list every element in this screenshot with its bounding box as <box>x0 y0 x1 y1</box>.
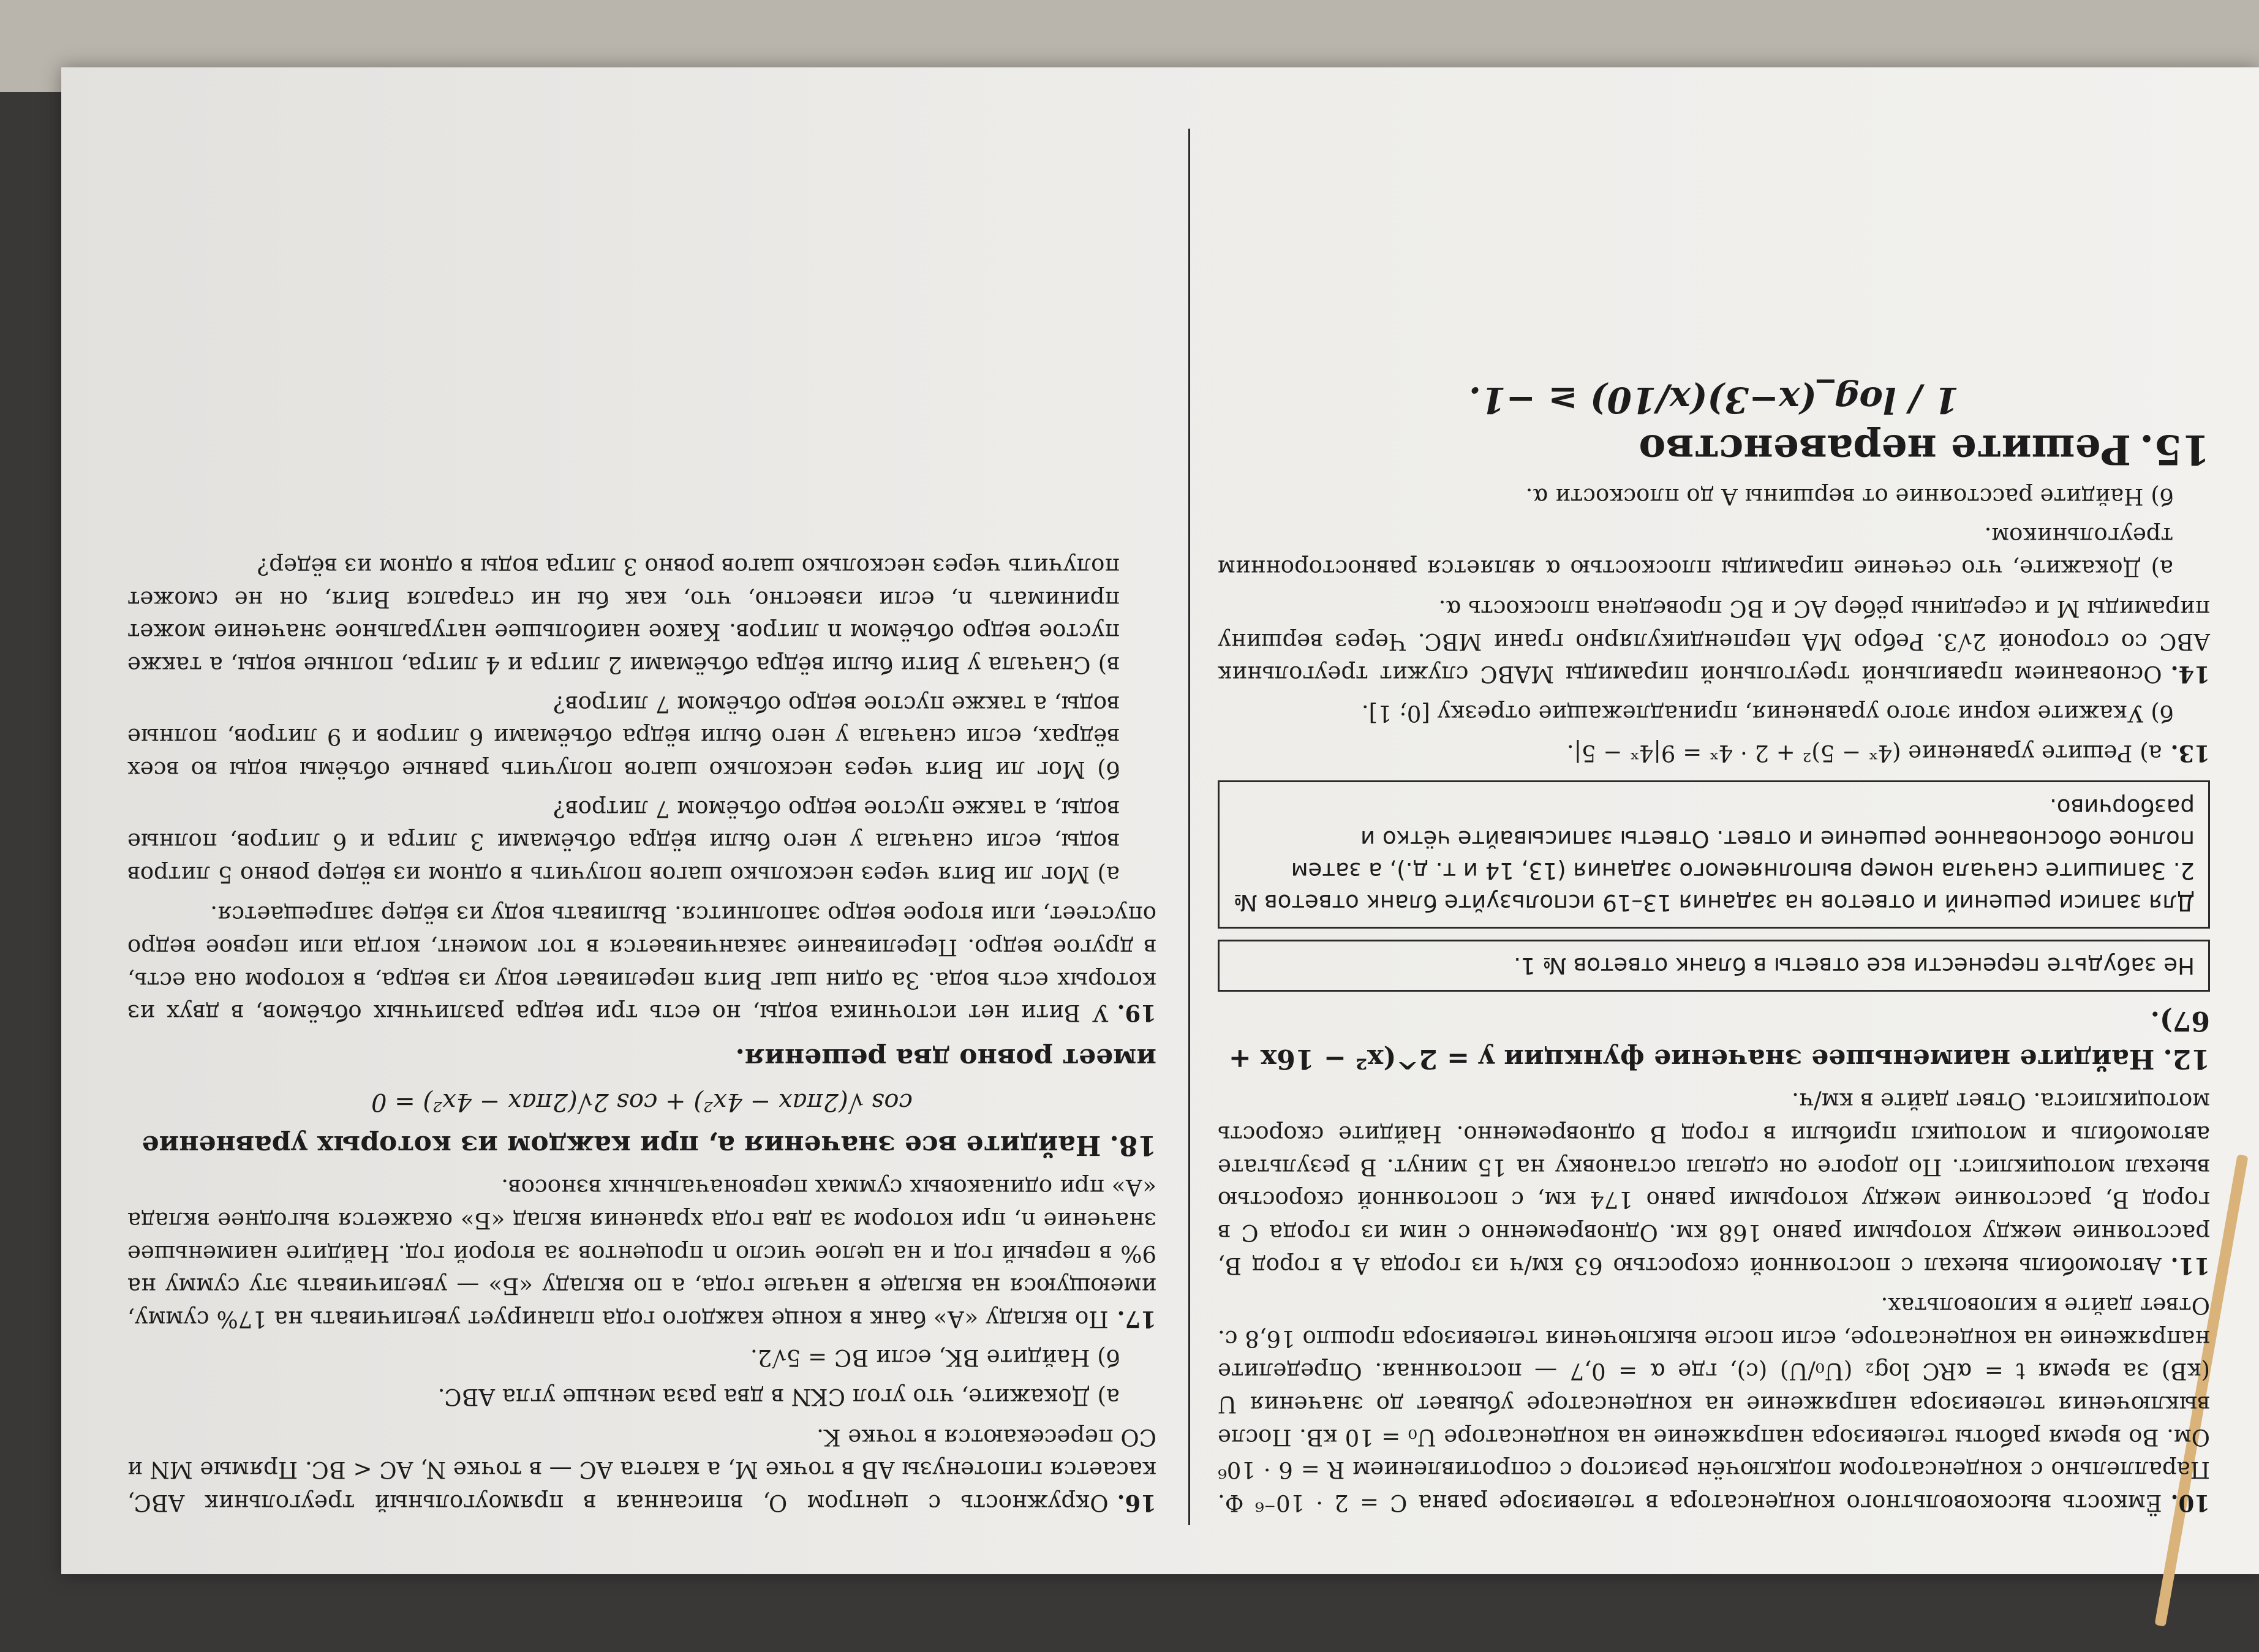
column-divider <box>1188 129 1190 1525</box>
task-text: По вкладу «А» банк в конце каждого года планирует увеличивать на 17% сумму, имеющуюся на вкладе в начале года, а по вкладу «Б» — увеличивать эту сумму на 9% в первый год и на целое число n процентов за второй год. Найдите наименьшее значение n, при котором за два года хранения вклад «Б» окажется выгоднее вклада «А» при одинаковых суммах первоначальных взносов. <box>127 1174 1156 1332</box>
task-13 <box>1218 737 2210 770</box>
task-text: Найдите все значения a, при каждом из которых уравнение <box>141 1129 1101 1161</box>
notice-box-answers-1: Не забудьте перенести все ответы в бланк ответов № 1. <box>1218 940 2210 992</box>
task-number: 11. <box>2170 1252 2210 1280</box>
task-text: Окружность с центром O, вписанная в прямоугольный треугольник ABC, касается гипотенузы AB в точке M, а катета AC — в точке N, AC < BC. Прямые MN и CO пересекаются в точке K. <box>127 1424 1156 1516</box>
task-number: 16. <box>1117 1490 1156 1517</box>
task-number: 13. <box>2170 740 2210 768</box>
task-number: 15. <box>2140 426 2210 474</box>
notice-box-answers-2: Для записи решений и ответов на задания 13–19 используйте бланк ответов № 2. Запишите сначала номер выполняемого задания (13, 14 и т. д.), а затем полное обоснованное решение и ответ. Ответы записывайте чётко и разборчиво. <box>1218 781 2210 929</box>
task-18 <box>127 1126 1156 1164</box>
task-15 <box>1218 426 2210 473</box>
task-16-part-b: б) Найдите BK, если BC = 5√2. <box>750 1345 1120 1371</box>
rotated-page-content <box>61 67 2259 1574</box>
task-19-part-b: б) Мог ли Витя через несколько шагов получить равные объёмы воды во всех вёдрах, если сначала у него были вёдра объёмами 6 литров и 9 литров, полные воды, а также пустое ведро объёмом 7 литров? <box>127 690 1120 783</box>
task-14-part-a: а) Докажите, что сечение пирамиды плоскостью α является равносторонним треугольником. <box>1218 522 2173 582</box>
left-column <box>1218 368 2210 1519</box>
task-18-tail: имеет ровно два решения. <box>735 1043 1156 1074</box>
task-number: 10. <box>2170 1490 2210 1517</box>
task-16 <box>127 1420 1156 1519</box>
task-10 <box>1218 1289 2210 1519</box>
task-number: 17. <box>1117 1305 1156 1333</box>
task-13-part-b: б) Укажите корни этого уравнения, принадлежащие отрезку [0; 1]. <box>1361 700 2173 726</box>
task-14 <box>1218 592 2210 690</box>
task-17 <box>127 1171 1156 1335</box>
task-11 <box>1218 1085 2210 1282</box>
task-number: 19. <box>1117 1000 1156 1027</box>
task-12 <box>1218 1001 2210 1077</box>
task-number: 18. <box>1109 1129 1156 1161</box>
task-text: Основанием правильной треугольной пирамиды MABC служит треугольник ABC со стороной 2√3. Ребро MA перпендикулярно грани MBC. Через вершину пирамиды M и середины рёбер AC и BC проведена плоскость α. <box>1218 595 2210 688</box>
task-18-formula: cos √(2πax − 4x²) + cos 2√(2πax − 4x²) = 0 <box>371 1088 913 1116</box>
task-19-part-a: а) Мог ли Витя через несколько шагов получить в одном из вёдер ровно 5 литров воды, если сначала у него были вёдра объёмами 3 литра и 6 литров, полные воды, а также пустое ведро объёмом 7 литров? <box>127 795 1120 888</box>
task-text: Найдите наименьшее значение функции y = 2^(x² − 16x + 67). <box>1228 1005 2210 1074</box>
task-number: 12. <box>2163 1043 2210 1074</box>
task-text: У Вити нет источника воды, но есть три ведра различных объёмов, в двух из которых есть вода. За один шаг Витя переливает воду из ведра, в котором она есть, в другое ведро. Переливание заканчивается в тот момент, когда или первое ведро опустеет, или второе ведро заполнится. Выливать воду из вёдер запрещается. <box>127 901 1156 1027</box>
task-text: Ёмкость высоковольтного конденсатора в телевизоре равна C = 2 · 10⁻⁶ Ф. Параллельно с конденсатором подключён резистор с сопротивлением R = 6 · 10⁶ Ом. Во время работы телевизора напряжение на конденсаторе U₀ = 10 кВ. После выключения телевизора напряжение на конденсаторе убывает до значения U (кВ) за время t = αRC log₂ (U₀/U) (с), где α = 0,7 — постоянная. Определите напряжение на конденсаторе, если после выключения телевизора прошло 16,8 с. Ответ дайте в киловольтах. <box>1218 1292 2210 1516</box>
task-number: 14. <box>2170 661 2210 688</box>
task-16-part-a: а) Докажите, что угол CKN в два раза меньше угла ABC. <box>437 1384 1120 1411</box>
task-19 <box>127 898 1156 1030</box>
task-15-formula: 1 / log_(x−3)(x/10) ≥ −1. <box>1468 379 1959 421</box>
task-text: Автомобиль выехал с постоянной скоростью 63 км/ч из города A в город B, расстояние между которыми равно 168 км. Одновременно с ним из города C в город B, расстояние между которыми равно 174 км, с постоянной скоростью выехал мотоциклист. По дороге он сделал остановку на 15 минут. В результате автомобиль и мотоцикл прибыли в город B одновременно. Найдите скорость мотоциклиста. Ответ дайте в км/ч. <box>1218 1088 2210 1279</box>
right-column <box>127 543 1156 1519</box>
task-part-a: а) Решите уравнение (4ˣ − 5)² + 2 · 4ˣ = 9|4ˣ − 5|. <box>1566 740 2162 767</box>
task-14-part-b: б) Найдите расстояние от вершины A до плоскости α. <box>1525 483 2173 510</box>
task-19-part-c: в) Сначала у Вити были вёдра объёмами 2 литра и 4 литра, полные воды, а также пустое ведро объёмом n литров. Какое наибольшее натуральное значение может принимать n, если известно, что, как бы ни старался Витя, он не сможет получить через несколько шагов ровно 3 литра воды в одном из вёдер? <box>127 553 1120 678</box>
task-title: Решите неравенство <box>1639 426 2132 474</box>
